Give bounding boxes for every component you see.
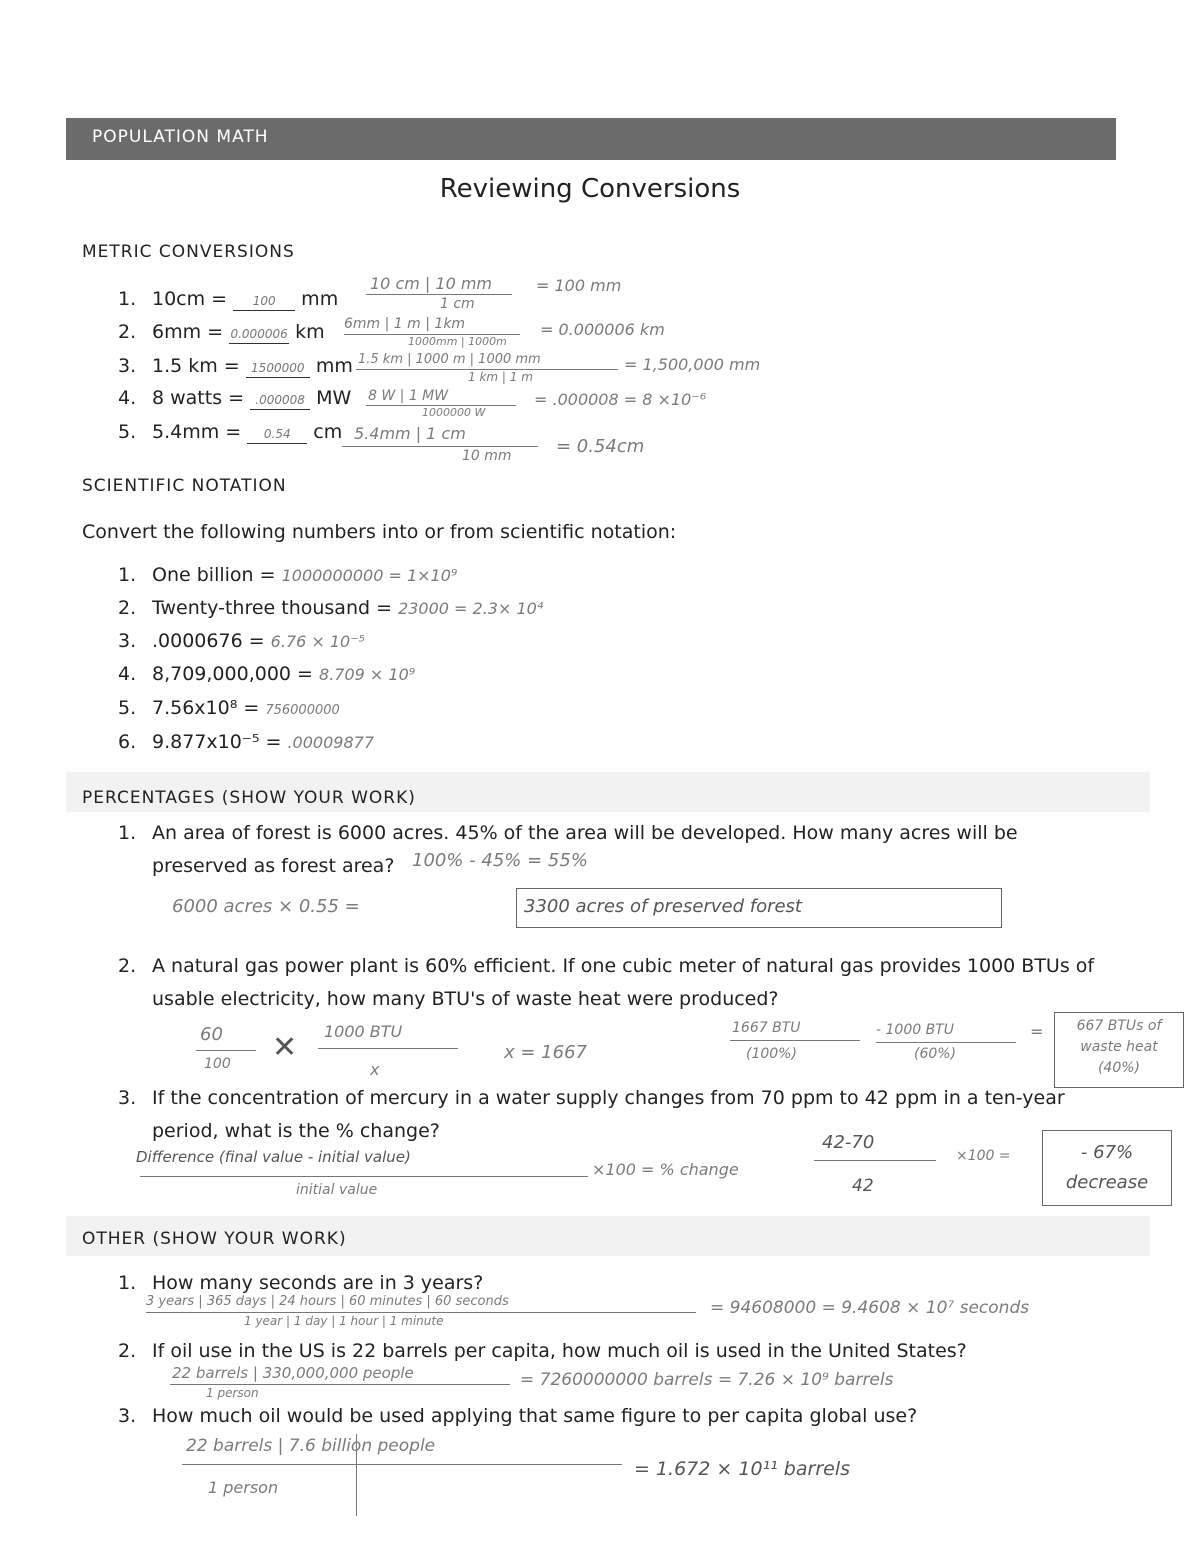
scientific-item-2: 2. Twenty-three thousand = 23000 = 2.3× 10⁴ — [118, 597, 544, 619]
other-q2-work-bottom: 1 person — [206, 1386, 259, 1400]
percent-q2-cross: ✕ — [272, 1030, 298, 1065]
other-q2-result: = 7260000000 barrels = 7.26 × 10⁹ barrels — [520, 1370, 894, 1390]
percent-q1-answer: 3300 acres of preserved forest — [524, 896, 802, 917]
metric-work-5-result: = 0.54cm — [556, 436, 645, 457]
other-q1-work-top: 3 years | 365 days | 24 hours | 60 minutes | 60 seconds — [146, 1294, 509, 1309]
metric-item-2: 2. 6mm = 0.000006 km — [118, 321, 325, 343]
metric-work-4-result: = .000008 = 8 ×10⁻⁶ — [534, 390, 707, 409]
page-title: Reviewing Conversions — [439, 174, 741, 204]
other-q3-work-bottom: 1 person — [208, 1478, 279, 1497]
percent-q3-formula-top: Difference (final value - initial value) — [136, 1148, 411, 1166]
percent-q2-equals: = — [1030, 1022, 1044, 1041]
other-q1-result: = 94608000 = 9.4608 × 10⁷ seconds — [710, 1298, 1030, 1318]
header-label: POPULATION MATH — [92, 127, 269, 147]
metric-work-3-top: 1.5 km | 1000 m | 1000 mm — [358, 352, 541, 367]
percent-q3-calc-top: 42-70 — [822, 1132, 875, 1153]
percent-q2-diff-bottom1: (100%) — [746, 1046, 797, 1062]
scientific-item-3: 3. .0000676 = 6.76 × 10⁻⁵ — [118, 630, 366, 652]
percent-q2-diff-top: 1667 BTU — [732, 1020, 801, 1036]
metric-work-3-result: = 1,500,000 mm — [624, 355, 761, 374]
other-q1-text: 1. How many seconds are in 3 years? — [118, 1272, 484, 1294]
other-heading: OTHER (SHOW YOUR WORK) — [82, 1229, 347, 1249]
metric-work-1-bottom: 1 cm — [440, 296, 475, 312]
metric-work-3-bottom: 1 km | 1 m — [468, 370, 533, 384]
other-q3-result: = 1.672 × 10¹¹ barrels — [634, 1458, 850, 1480]
percent-q2-answer: 667 BTUs of waste heat (40%) — [1076, 1018, 1162, 1076]
metric-item-3: 3. 1.5 km = 1500000 mm — [118, 355, 353, 377]
percent-q1-line2: preserved as forest area? — [152, 855, 395, 877]
percent-q2-diff-bottom2: (60%) — [914, 1046, 957, 1062]
percent-q3-line2: period, what is the % change? — [152, 1120, 440, 1142]
percent-q2-frac1-bottom: 100 — [204, 1056, 231, 1072]
percent-q2-diff-minus: - 1000 BTU — [876, 1022, 954, 1038]
percent-q3-line1: 3. If the concentration of mercury in a water supply changes from 70 ppm to 42 ppm in a ten-year — [118, 1087, 1065, 1109]
metric-work-2-bottom: 1000mm | 1000m — [408, 335, 507, 348]
scientific-item-4: 4. 8,709,000,000 = 8.709 × 10⁹ — [118, 663, 416, 685]
percent-q3-formula-bottom: initial value — [296, 1182, 378, 1198]
percent-q2-frac2-top: 1000 BTU — [324, 1022, 403, 1041]
metric-heading: METRIC CONVERSIONS — [82, 242, 295, 262]
metric-work-5-top: 5.4mm | 1 cm — [354, 424, 466, 443]
percent-q2-solve: x = 1667 — [504, 1042, 587, 1063]
metric-work-1-top: 10 cm | 10 mm — [370, 274, 493, 293]
other-q2-work-top: 22 barrels | 330,000,000 people — [172, 1364, 414, 1382]
percent-q2-line2: usable electricity, how many BTU's of waste heat were produced? — [152, 988, 779, 1010]
scientific-heading: SCIENTIFIC NOTATION — [82, 476, 287, 496]
scientific-item-1: 1. One billion = 1000000000 = 1×10⁹ — [118, 564, 458, 586]
percent-q3-calc-bottom: 42 — [852, 1176, 874, 1196]
other-q1-work-bottom: 1 year | 1 day | 1 hour | 1 minute — [244, 1314, 444, 1328]
other-q3-text: 3. How much oil would be used applying that same figure to per capita global use? — [118, 1405, 918, 1427]
percentages-heading: PERCENTAGES (SHOW YOUR WORK) — [82, 788, 416, 808]
scientific-item-6: 6. 9.877x10⁻⁵ = .00009877 — [118, 731, 374, 753]
metric-work-1-result: = 100 mm — [536, 276, 622, 295]
percent-q2-line1: 2. A natural gas power plant is 60% efficient. If one cubic meter of natural gas provides 1000 BTUs of — [118, 955, 1095, 977]
percent-q3-answer: - 67% decrease — [1065, 1142, 1149, 1193]
percent-q3-formula-tail: ×100 = % change — [592, 1160, 739, 1179]
percent-q1-line1: 1. An area of forest is 6000 acres. 45% of the area will be developed. How many acres will be — [118, 822, 1018, 844]
percent-q3-calc-tail: ×100 = — [956, 1148, 1011, 1164]
scientific-instruction: Convert the following numbers into or from scientific notation: — [82, 521, 677, 543]
percent-q1-work-calc: 6000 acres × 0.55 = — [172, 896, 360, 917]
scientific-item-5: 5. 7.56x10⁸ = 756000000 — [118, 697, 340, 719]
metric-item-5: 5. 5.4mm = 0.54 cm — [118, 421, 343, 443]
header-bar — [66, 118, 1116, 160]
metric-work-2-top: 6mm | 1 m | 1km — [344, 316, 466, 332]
other-q2-text: 2. If oil use in the US is 22 barrels per capita, how much oil is used in the United States? — [118, 1340, 967, 1362]
other-q3-work-top: 22 barrels | 7.6 billion people — [186, 1436, 436, 1456]
percent-q1-work-inline: 100% - 45% = 55% — [412, 850, 588, 871]
percent-q2-frac1-top: 60 — [200, 1024, 223, 1045]
metric-work-4-top: 8 W | 1 MW — [368, 388, 449, 404]
metric-item-4: 4. 8 watts = .000008 MW — [118, 387, 352, 409]
metric-work-2-result: = 0.000006 km — [540, 320, 665, 339]
metric-work-5-bottom: 10 mm — [462, 448, 512, 464]
percent-q2-frac2-bottom: x — [370, 1060, 380, 1079]
metric-item-1: 1. 10cm = 100 mm — [118, 288, 339, 310]
metric-work-4-bottom: 1000000 W — [422, 406, 486, 419]
